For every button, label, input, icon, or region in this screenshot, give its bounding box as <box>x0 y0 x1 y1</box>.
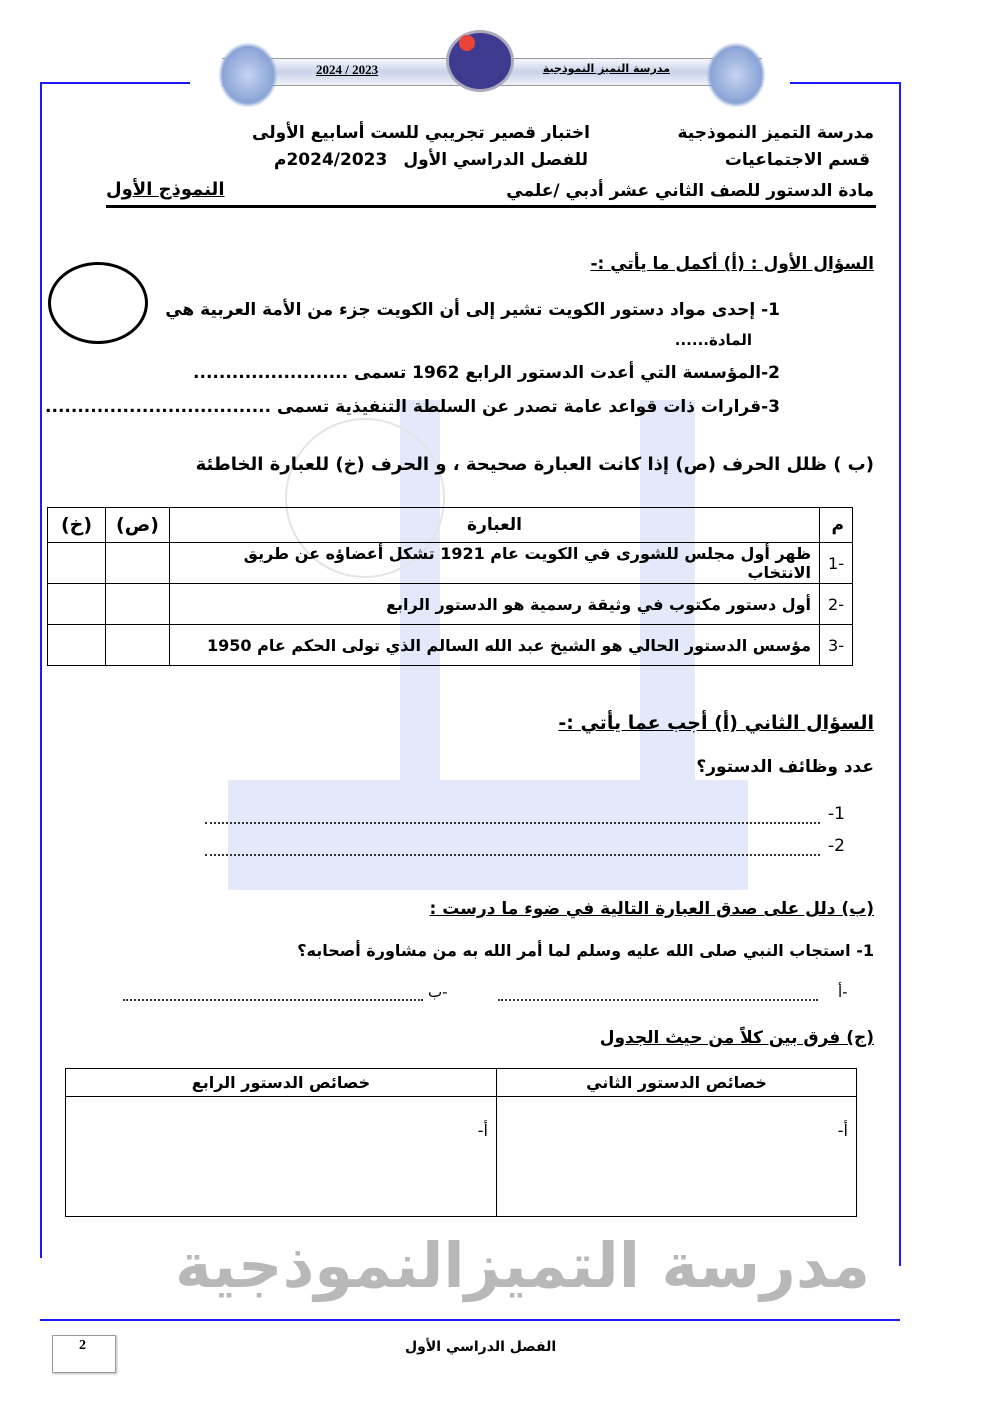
table-row <box>48 625 853 666</box>
col-number: م <box>820 508 853 543</box>
page-number: 2 <box>79 1338 86 1353</box>
row-statement: ظهر أول مجلس للشورى في الكويت عام 1921 تشكل أعضاؤه عن طريق الانتخاب <box>170 543 820 584</box>
false-cell[interactable] <box>48 543 106 584</box>
banner-year: 2024 / 2023 <box>316 62 379 77</box>
q2b-title: (ب) دلل على صدق العبارة التالية في ضوء ما درست : <box>429 899 874 919</box>
page-number-box <box>52 1335 116 1373</box>
q1-item-2: 2-المؤسسة التي أعدت الدستور الرابع 1962 تسمى ........................ <box>193 363 780 383</box>
compare-cell[interactable]: أ- <box>66 1097 497 1217</box>
q2c-title: (ج) فرق بين كلاً من حيث الجدول <box>599 1028 874 1048</box>
year: 2024/2023م <box>274 150 388 170</box>
flower-icon <box>706 42 766 108</box>
false-cell[interactable] <box>48 584 106 625</box>
department: قسم الاجتماعيات <box>724 150 870 170</box>
border-line <box>790 82 901 84</box>
true-cell[interactable] <box>106 543 170 584</box>
row-number: -1 <box>820 543 853 584</box>
school-logo <box>446 30 514 92</box>
q1-title: السؤال الأول : (أ) أكمل ما يأتي :- <box>590 254 874 274</box>
answer-b-line[interactable] <box>123 999 423 1001</box>
q2-prompt: عدد وظائف الدستور؟ <box>696 757 874 777</box>
true-false-table <box>47 507 853 666</box>
col-statement: العبارة <box>170 508 820 543</box>
watermark-logo-part <box>228 780 748 890</box>
answer-line[interactable] <box>205 822 820 824</box>
true-cell[interactable] <box>106 584 170 625</box>
footer-line <box>40 1319 900 1321</box>
answer-line[interactable] <box>205 854 820 856</box>
col-second-constitution: خصائص الدستور الثاني <box>497 1069 857 1097</box>
row-statement: أول دستور مكتوب في وثيقة رسمية هو الدستور الرابع <box>170 584 820 625</box>
q1b-title: (ب ) ظلل الحرف (ص) إذا كانت العبارة صحيحة ، و الحرف (خ) للعبارة الخاطئة <box>195 454 874 475</box>
answer-b-label: ب- <box>428 983 448 1001</box>
compare-cell[interactable]: أ- <box>497 1097 857 1217</box>
q1-item-1: 1- إحدى مواد دستور الكويت تشير إلى أن الكويت جزء من الأمة العربية هي <box>165 300 780 320</box>
col-fourth-constitution: خصائص الدستور الرابع <box>66 1069 497 1097</box>
footer-term: الفصل الدراسي الأول <box>405 1339 557 1355</box>
row-number: -2 <box>820 584 853 625</box>
q2b-item: 1- استجاب النبي صلى الله عليه وسلم لما أمر الله به من مشاورة أصحابه؟ <box>297 941 874 960</box>
term: للفصل الدراسي الأول <box>403 150 588 170</box>
answer-line-label: -1 <box>828 804 845 824</box>
false-cell[interactable] <box>48 625 106 666</box>
row-statement: مؤسس الدستور الحالي هو الشيخ عبد الله السالم الذي تولى الحكم عام 1950 <box>170 625 820 666</box>
school-name: مدرسة التميز النموذجية <box>677 123 874 143</box>
exam-title: اختبار قصير تجريبي للست أسابيع الأولى <box>252 123 590 143</box>
answer-line-label: -2 <box>828 836 845 856</box>
q2-title: السؤال الثاني (أ) أجب عما يأتي :- <box>558 712 874 734</box>
row-number: -3 <box>820 625 853 666</box>
model-label: النموذج الأول <box>106 179 225 200</box>
q1-item-3: 3-قرارات ذات قواعد عامة تصدر عن السلطة التنفيذية تسمى ................................... <box>45 397 780 417</box>
true-cell[interactable] <box>106 625 170 666</box>
border-line <box>40 82 42 1258</box>
border-line <box>40 82 190 84</box>
banner-school: مدرسة التميز النموذجية <box>542 62 670 75</box>
header-rule <box>106 205 876 208</box>
col-false: (خ) <box>48 508 106 543</box>
col-true: (ص) <box>106 508 170 543</box>
subject: مادة الدستور للصف الثاني عشر أدبي /علمي <box>506 181 874 201</box>
table-row <box>48 584 853 625</box>
watermark-text: مدرسة التميزالنموذجية <box>175 1229 871 1302</box>
score-circle <box>48 262 148 344</box>
logo-dot <box>459 35 475 51</box>
answer-a-label: أ- <box>838 983 848 1001</box>
q1-item-1-cont: المادة...... <box>674 331 752 349</box>
term-year-line <box>274 150 588 170</box>
flower-icon <box>218 42 278 108</box>
border-line <box>899 82 901 1266</box>
compare-table <box>65 1068 857 1217</box>
answer-a-line[interactable] <box>498 999 818 1001</box>
table-row <box>48 543 853 584</box>
